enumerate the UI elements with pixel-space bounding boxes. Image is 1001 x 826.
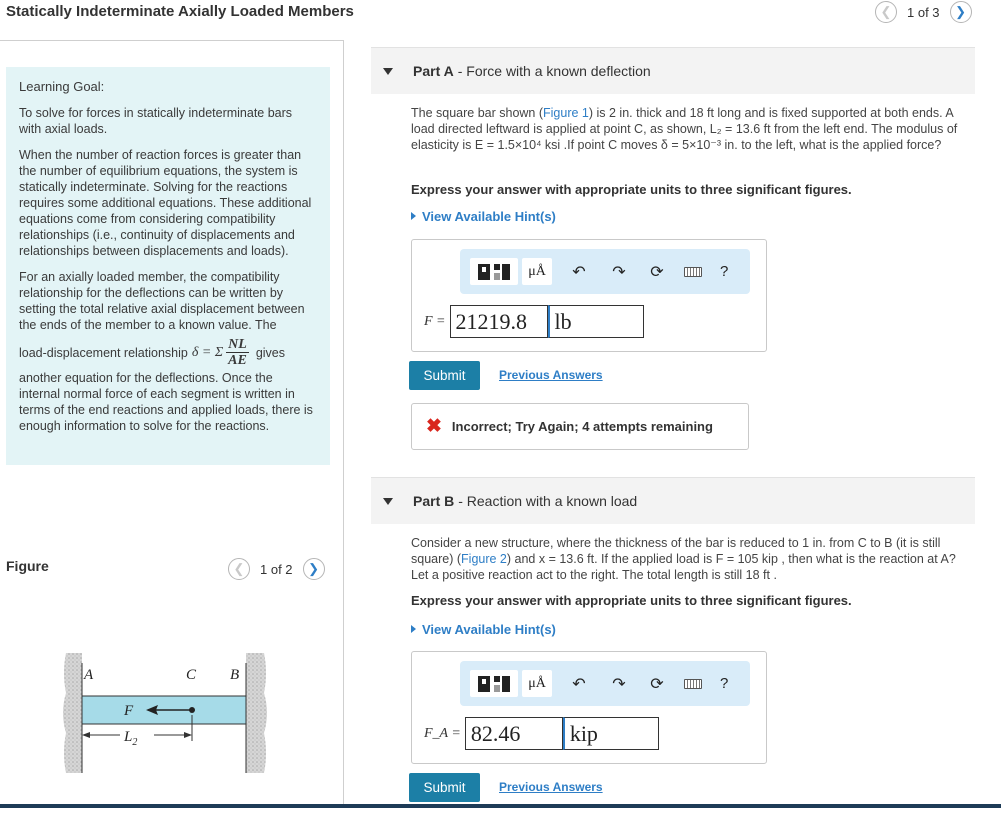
part-b-text-1: Consider a new structure, where the thickness of the bar is reduced to 1 in. from C to B (it is still square) ( [411,536,941,566]
formula-denominator: AE [228,353,247,368]
part-a-feedback [411,403,749,450]
part-b-hints-label: View Available Hint(s) [422,622,556,637]
point-c [189,707,195,713]
label-b: B [230,667,240,683]
caret-right-icon [411,625,416,633]
part-b-submit-button[interactable]: Submit [409,773,480,802]
formula [192,337,252,368]
part-b-label: Part B [413,493,455,509]
item-pager [875,1,972,23]
undo-icon[interactable]: ↶ [572,675,586,693]
chevron-right-icon[interactable]: ❯ [950,1,972,23]
figure-pager [228,558,325,580]
right-wall [246,653,267,773]
formula-fraction [226,337,249,368]
learning-goal-title: Learning Goal: [19,79,105,94]
header [0,0,1001,28]
part-a-unit-input[interactable]: lb [548,305,644,338]
part-a-label: Part A [413,63,454,79]
units-icon[interactable]: μÅ [522,258,552,285]
formula-lhs: δ = Σ [191,344,224,360]
chevron-left-icon[interactable]: ❮ [228,558,250,580]
part-b-value-input[interactable]: 82.46 [465,717,563,750]
goal-paragraph-2: When the number of reaction forces is greater than the number of equilibrium equations, the system is statically indeterminate. Solving for the reactions requires some additional equations. These additional equations come from considering compatibility relationships (i.e., continuity of displacements and relationships between displacements and loads). [19,148,312,258]
units-icon[interactable]: μÅ [522,670,552,697]
part-a-header[interactable] [371,47,975,94]
label-a: A [84,667,94,683]
undo-icon[interactable]: ↶ [572,263,586,281]
redo-icon[interactable]: ↷ [612,263,626,281]
part-a-answer-box [411,239,767,352]
part-a-question [411,105,975,153]
chevron-right-icon[interactable]: ❯ [303,558,325,580]
incorrect-x-icon: ✖ [426,416,442,437]
page-title: Statically Indeterminate Axially Loaded Members [6,3,354,20]
redo-icon[interactable]: ↷ [612,675,626,693]
part-a-title: - Force with a known deflection [457,63,651,79]
part-b-text-2: ) and x = 13.6 ft. If the applied load is F = 105 kip , then what is the reaction at A? Let a positive reaction act to the right. The total length is still 18 ft . [411,552,956,582]
help-icon[interactable]: ? [720,263,729,280]
part-a-submit-button[interactable]: Submit [409,361,480,390]
part-b-answer-row [424,717,659,750]
part-a-toolbar [460,249,750,294]
templates-icon[interactable] [470,258,518,285]
part-a-value-input[interactable]: 21219.8 [450,305,548,338]
part-b-question [411,535,975,583]
figure-1-link[interactable]: Figure 1 [543,106,589,120]
templates-icon[interactable] [470,670,518,697]
pager-text: 1 of 3 [907,4,940,20]
keyboard-icon[interactable] [682,670,704,697]
chevron-left-icon[interactable]: ❮ [875,1,897,23]
reset-icon[interactable]: ⟳ [650,263,664,281]
label-f: F [124,703,134,719]
goal-paragraph-5: another equation for the deflections. Once the internal normal force of each segment is written in terms of the end reactions and applied loads, there is enough information to solve for the reactions. [19,371,313,433]
formula-prefix: load-displacement relationship [19,345,188,360]
part-a-hints-link[interactable] [411,209,556,224]
reset-icon[interactable]: ⟳ [650,675,664,693]
part-a-instruction: Express your answer with appropriate units to three significant figures. [411,182,852,197]
help-icon[interactable]: ? [720,675,729,692]
learning-goal [6,67,330,465]
label-l2: L [124,729,133,745]
goal-formula-line [19,337,317,368]
formula-numerator: NL [228,337,247,352]
left-column [0,40,343,804]
part-b-variable: F_A = [424,725,461,741]
caret-down-icon[interactable] [383,68,393,75]
part-b-previous-answers-link[interactable]: Previous Answers [499,780,603,794]
part-a-variable: F = [424,313,446,329]
part-a-feedback-text: Incorrect; Try Again; 4 attempts remaining [451,419,713,434]
part-a-answer-row [424,305,644,338]
part-a-previous-answers-link[interactable]: Previous Answers [499,368,603,382]
part-a-text-1: The square bar shown ( [411,106,544,120]
formula-suffix: gives [255,345,286,360]
part-b-unit-input[interactable]: kip [563,717,659,750]
figure-2-link[interactable]: Figure 2 [461,552,507,566]
part-a-text-2: ) is 2 in. thick and 18 ft long and is fixed supported at both ends. A load directed leftward is applied at point C, as shown, L₂ = 13.6 ft from the left end. The modulus of elasticity is E = 1.5×10⁴ ksi .If point C moves δ = 5×10⁻³ in. to the left, what is the applied force? [411,106,958,152]
caret-down-icon[interactable] [383,498,393,505]
label-l2-sub: 2 [132,737,138,748]
goal-paragraph-3: For an axially loaded member, the compatibility relationship for the deflections can be written by setting the total relative axial displacement between the ends of the member to a known value. The [19,270,305,332]
column-divider [343,40,344,804]
keyboard-icon[interactable] [682,258,704,285]
left-wall [63,653,82,773]
figure-label: Figure [6,558,49,574]
goal-paragraph-1: To solve for forces in statically indeterminate bars with axial loads. [19,106,293,136]
part-b-answer-box [411,651,767,764]
label-c: C [186,667,197,683]
part-b-header[interactable] [371,477,975,524]
part-b-hints-link[interactable] [411,622,556,637]
part-b-title: - Reaction with a known load [458,493,638,509]
part-a-hints-label: View Available Hint(s) [422,209,556,224]
part-b-toolbar [460,661,750,706]
figure-diagram [60,653,280,773]
part-b-instruction: Express your answer with appropriate units to three significant figures. [411,593,852,608]
figure-pager-text: 1 of 2 [260,561,293,577]
bottom-bar [0,804,1001,808]
caret-right-icon [411,212,416,220]
